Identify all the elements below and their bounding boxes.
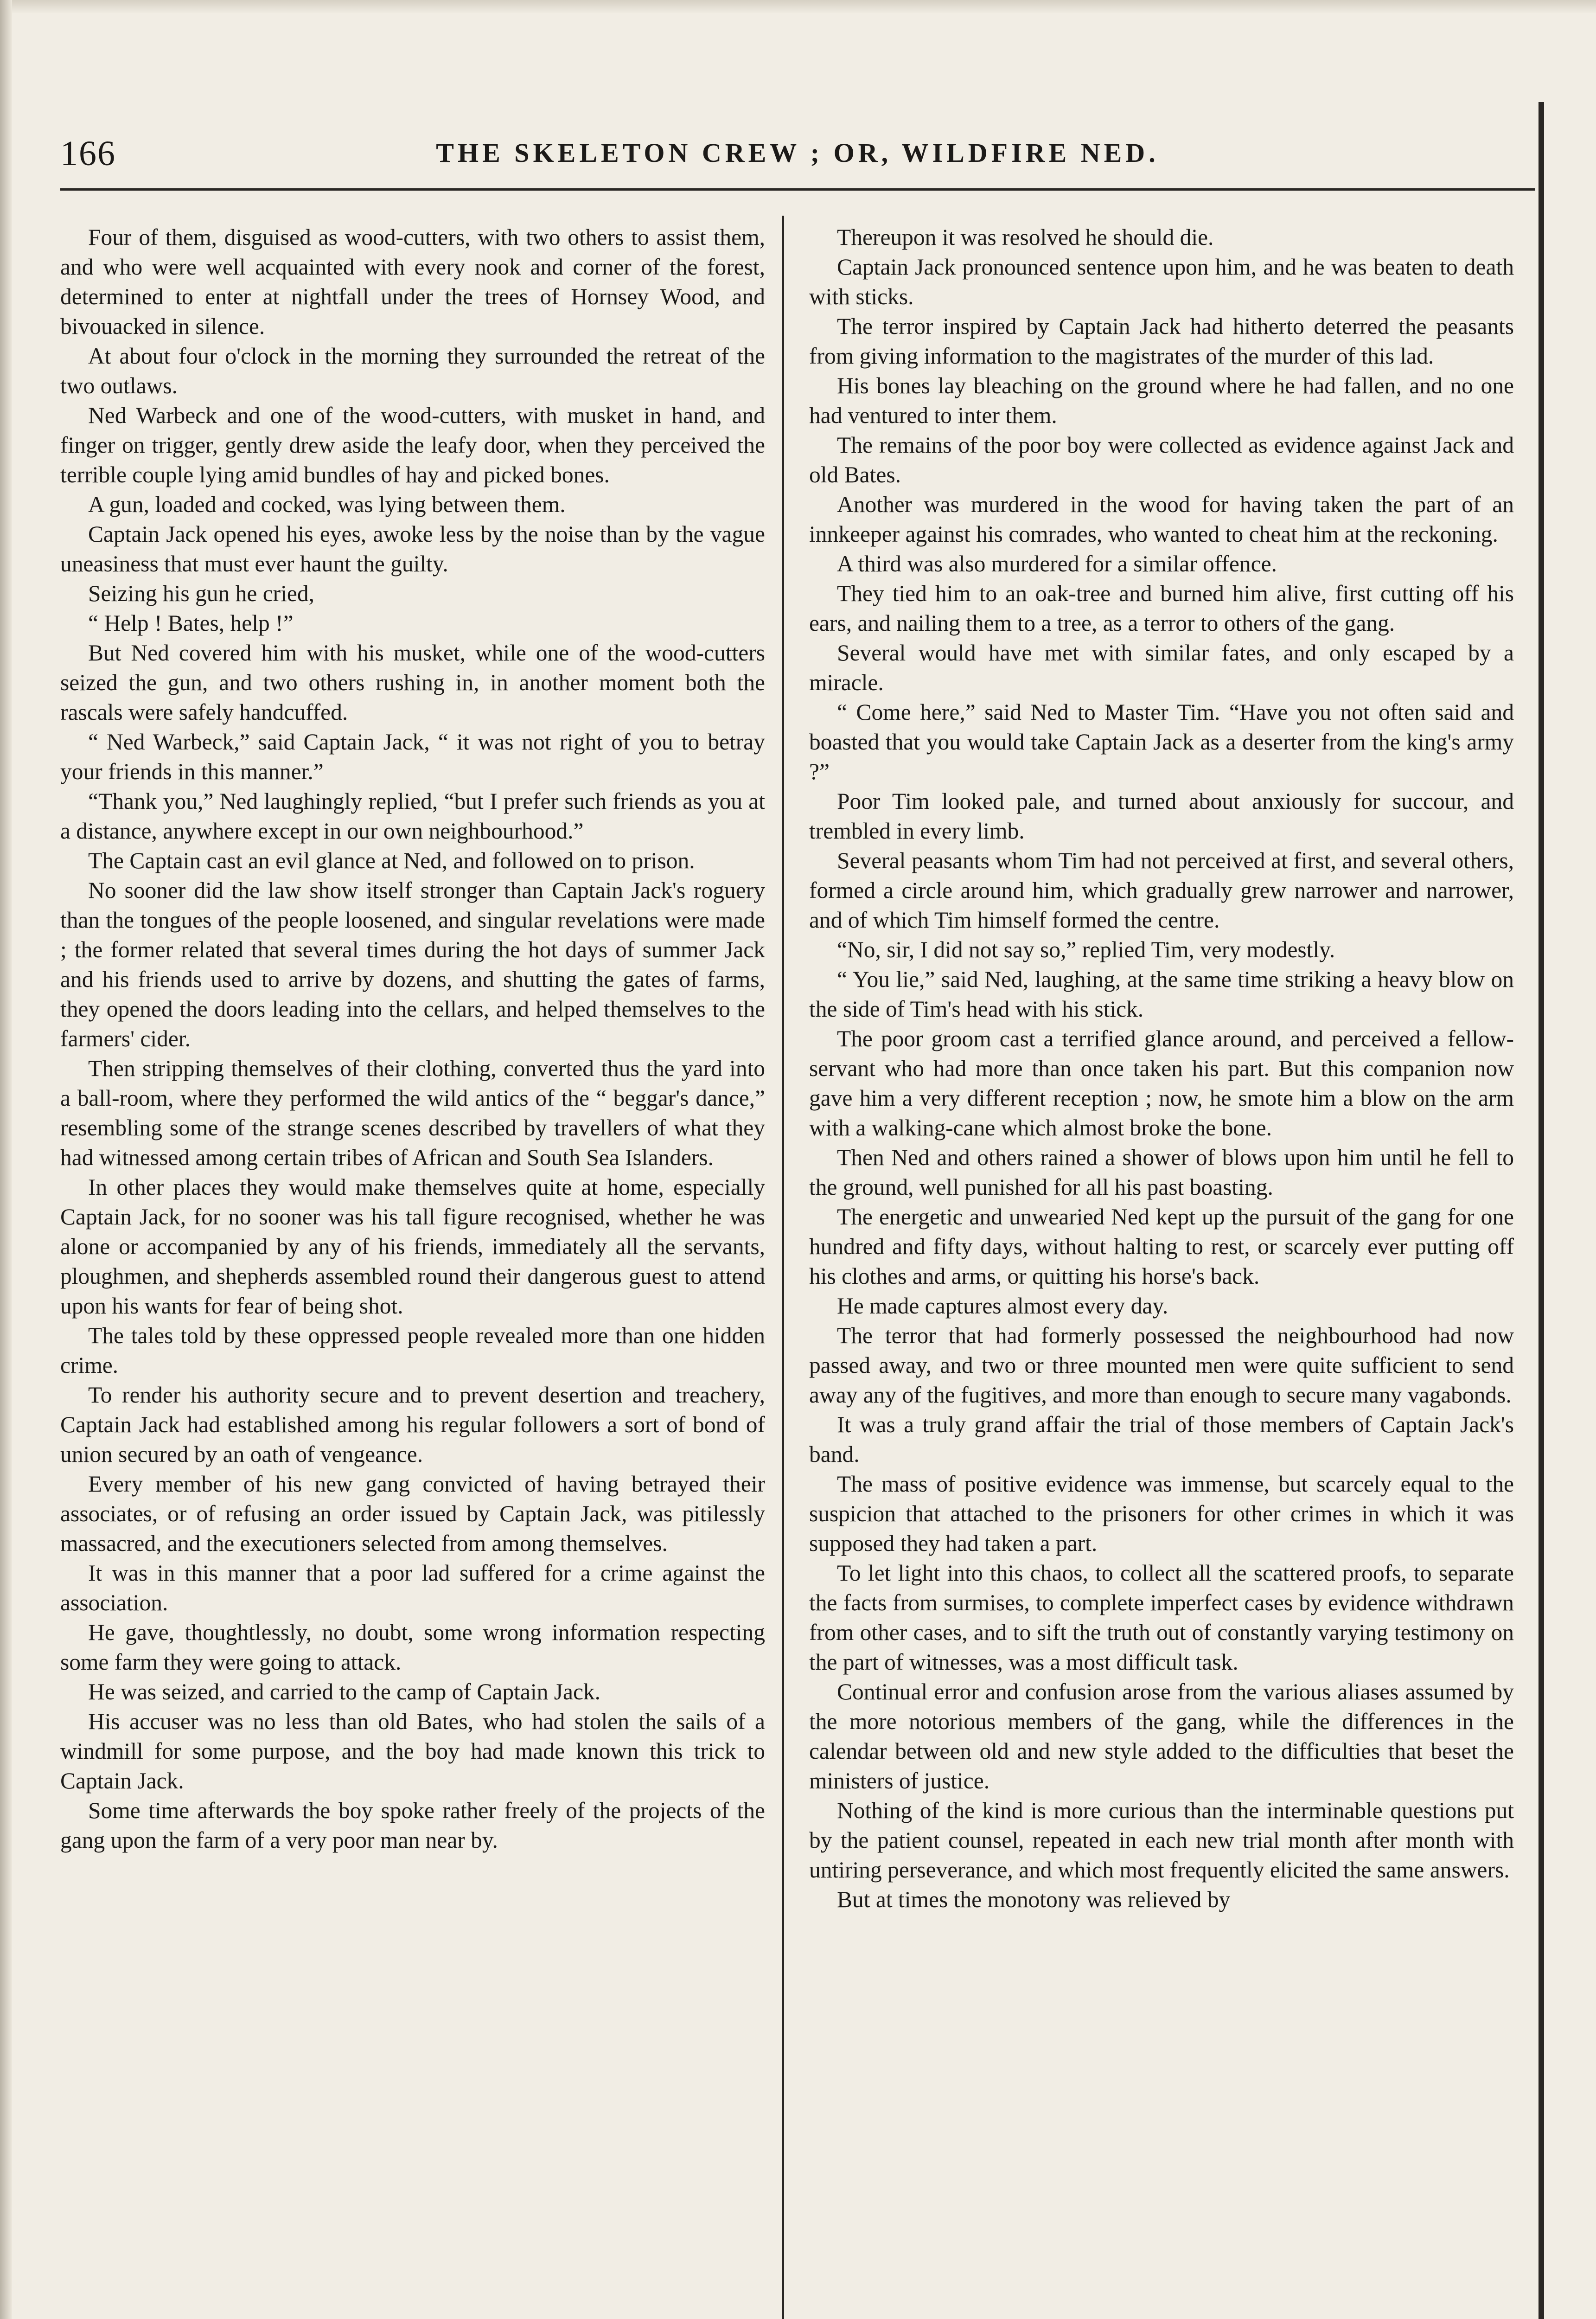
- scan-edge-left: [0, 0, 12, 2319]
- page-header: [60, 134, 1535, 185]
- paragraph: Some time afterwards the boy spoke rather freely of the projects of the gang upon the farm of a very poor man near by.: [60, 1798, 765, 1853]
- paragraph: Then stripping themselves of their clothing, converted thus the yard into a ball-room, where they performed the wild antics of the “ beggar's dance,” resembling some of the strange scenes described by travellers of what they had witnessed among certain tribes of African and South Sea Islanders.: [60, 1056, 765, 1170]
- left-column: [60, 223, 765, 2319]
- paragraph: Captain Jack pronounced sentence upon him, and he was beaten to death with sticks.: [809, 254, 1514, 309]
- paragraph: In other places they would make themselves quite at home, especially Captain Jack, for no sooner was his tall figure recognised, whether he was alone or accompanied by any of his friends, immediately all the servants, ploughmen, and shepherds assembled round their dangerous guest to attend upon his wants for fear of being shot.: [60, 1174, 765, 1319]
- paragraph: To let light into this chaos, to collect all the scattered proofs, to separate the facts from surmises, to complete imperfect cases by evidence withdrawn from other cases, and to sift the truth out of constantly varying testimony on the part of witnesses, was a most difficult task.: [809, 1560, 1514, 1675]
- paragraph: “No, sir, I did not say so,” replied Tim, very modestly.: [837, 937, 1335, 962]
- page-number: 166: [60, 134, 116, 173]
- right-column: [809, 223, 1514, 2319]
- paragraph: “ You lie,” said Ned, laughing, at the same time striking a heavy blow on the side of Tim's head with his stick.: [809, 967, 1514, 1022]
- paragraph: “ Ned Warbeck,” said Captain Jack, “ it was not right of you to betray your friends in this manner.”: [60, 729, 765, 784]
- paragraph: But at times the monotony was relieved by: [837, 1887, 1231, 1912]
- column-divider: [782, 216, 784, 2319]
- paragraph: They tied him to an oak-tree and burned him alive, first cutting off his ears, and nailing them to a tree, as a terror to others of the gang.: [809, 581, 1514, 636]
- paragraph: Another was murdered in the wood for having taken the part of an innkeeper against his comrades, who wanted to cheat him at the reckoning.: [809, 492, 1514, 547]
- scan-edge-top: [0, 0, 1596, 14]
- paragraph: He was seized, and carried to the camp of Captain Jack.: [88, 1679, 601, 1704]
- paragraph: The poor groom cast a terrified glance around, and perceived a fellow-servant who had more than once taken his part. But this companion now gave him a very different reception ; now, he smote him a blow on the arm with a walking-cane which almost broke the bone.: [809, 1026, 1514, 1140]
- paragraph: Poor Tim looked pale, and turned about anxiously for succour, and trembled in every limb.: [809, 788, 1514, 844]
- paragraph: Every member of his new gang convicted of having betrayed their associates, or of refusing an order issued by Captain Jack, was pitilessly massacred, and the executioners selected from among themselves.: [60, 1471, 765, 1556]
- paragraph: Continual error and confusion arose from the various aliases assumed by the more notorious members of the gang, while the differences in the calendar between old and new style added to the difficulties that beset the ministers of justice.: [809, 1679, 1514, 1794]
- paragraph: His bones lay bleaching on the ground where he had fallen, and no one had ventured to inter them.: [809, 373, 1514, 428]
- paragraph: Nothing of the kind is more curious than the interminable questions put by the patient counsel, repeated in each new trial month after month with untiring perseverance, and which most frequently elicited the same answers.: [809, 1798, 1514, 1883]
- paragraph: Captain Jack opened his eyes, awoke less by the noise than by the vague uneasiness that must ever haunt the guilty.: [60, 521, 765, 577]
- paragraph: Seizing his gun he cried,: [88, 581, 315, 606]
- paragraph: He made captures almost every day.: [837, 1293, 1168, 1319]
- paragraph: “Thank you,” Ned laughingly replied, “but I prefer such friends as you at a distance, anywhere except in our own neighbourhood.”: [60, 788, 765, 844]
- paragraph: Several would have met with similar fates, and only escaped by a miracle.: [809, 640, 1514, 695]
- paragraph: To render his authority secure and to prevent desertion and treachery, Captain Jack had established among his regular followers a sort of bond of union secured by an oath of vengeance.: [60, 1382, 765, 1467]
- paragraph: The energetic and unwearied Ned kept up the pursuit of the gang for one hundred and fifty days, without halting to rest, or scarcely ever putting off his clothes and arms, or quitting his horse's back.: [809, 1204, 1514, 1289]
- paragraph: The Captain cast an evil glance at Ned, and followed on to prison.: [88, 848, 695, 873]
- paragraph: At about four o'clock in the morning they surrounded the retreat of the two outlaws.: [60, 343, 765, 398]
- paragraph: The mass of positive evidence was immense, but scarcely equal to the suspicion that attached to the prisoners for other crimes in which it was supposed they had taken a part.: [809, 1471, 1514, 1556]
- paragraph: Ned Warbeck and one of the wood-cutters, with musket in hand, and finger on trigger, gently drew aside the leafy door, when they perceived the terrible couple lying amid bundles of hay and picked bones.: [60, 403, 765, 487]
- paragraph: He gave, thoughtlessly, no doubt, some wrong information respecting some farm they were going to attack.: [60, 1620, 765, 1675]
- paragraph: Four of them, disguised as wood-cutters, with two others to assist them, and who were well acquainted with every nook and corner of the forest, determined to enter at nightfall under the trees of Hornsey Wood, and bivouacked in silence.: [60, 224, 765, 339]
- paragraph: His accuser was no less than old Bates, who had stolen the sails of a windmill for some purpose, and the boy had made known this trick to Captain Jack.: [60, 1709, 765, 1794]
- paragraph: Several peasants whom Tim had not perceived at first, and several others, formed a circle around him, which gradually grew narrower and narrower, and of which Tim himself formed the centre.: [809, 848, 1514, 933]
- book-page: [28, 102, 1544, 2319]
- header-rule: [60, 188, 1535, 191]
- paragraph: The tales told by these oppressed people revealed more than one hidden crime.: [60, 1323, 765, 1378]
- paragraph: The terror inspired by Captain Jack had hitherto deterred the peasants from giving information to the magistrates of the murder of this lad.: [809, 314, 1514, 369]
- paragraph: “ Come here,” said Ned to Master Tim. “Have you not often said and boasted that you would take Captain Jack as a deserter from the king's army ?”: [809, 699, 1514, 784]
- paragraph: But Ned covered him with his musket, while one of the wood-cutters seized the gun, and two others rushing in, in another moment both the rascals were safely handcuffed.: [60, 640, 765, 725]
- paragraph: The remains of the poor boy were collected as evidence against Jack and old Bates.: [809, 432, 1514, 487]
- paragraph: “ Help ! Bates, help !”: [88, 610, 294, 636]
- paragraph: It was in this manner that a poor lad suffered for a crime against the association.: [60, 1560, 765, 1615]
- paragraph: Thereupon it was resolved he should die.: [837, 224, 1214, 250]
- running-title: THE SKELETON CREW ; OR, WILDFIRE NED.: [436, 138, 1159, 168]
- paragraph: Then Ned and others rained a shower of blows upon him until he fell to the ground, well punished for all his past boasting.: [809, 1145, 1514, 1200]
- paragraph: The terror that had formerly possessed the neighbourhood had now passed away, and two or three mounted men were quite sufficient to send away any of the fugitives, and more than enough to secure many vagabonds.: [809, 1323, 1514, 1408]
- paragraph: A third was also murdered for a similar offence.: [837, 551, 1277, 577]
- paragraph: No sooner did the law show itself stronger than Captain Jack's roguery than the tongues of the people loosened, and singular revelations were made ; the former related that several times during the hot days of summer Jack and his friends used to arrive by dozens, and shutting the gates of farms, they opened the doors leading into the cellars, and helped themselves to the farmers' cider.: [60, 878, 765, 1051]
- paragraph: A gun, loaded and cocked, was lying between them.: [88, 492, 566, 517]
- paragraph: It was a truly grand affair the trial of those members of Captain Jack's band.: [809, 1412, 1514, 1467]
